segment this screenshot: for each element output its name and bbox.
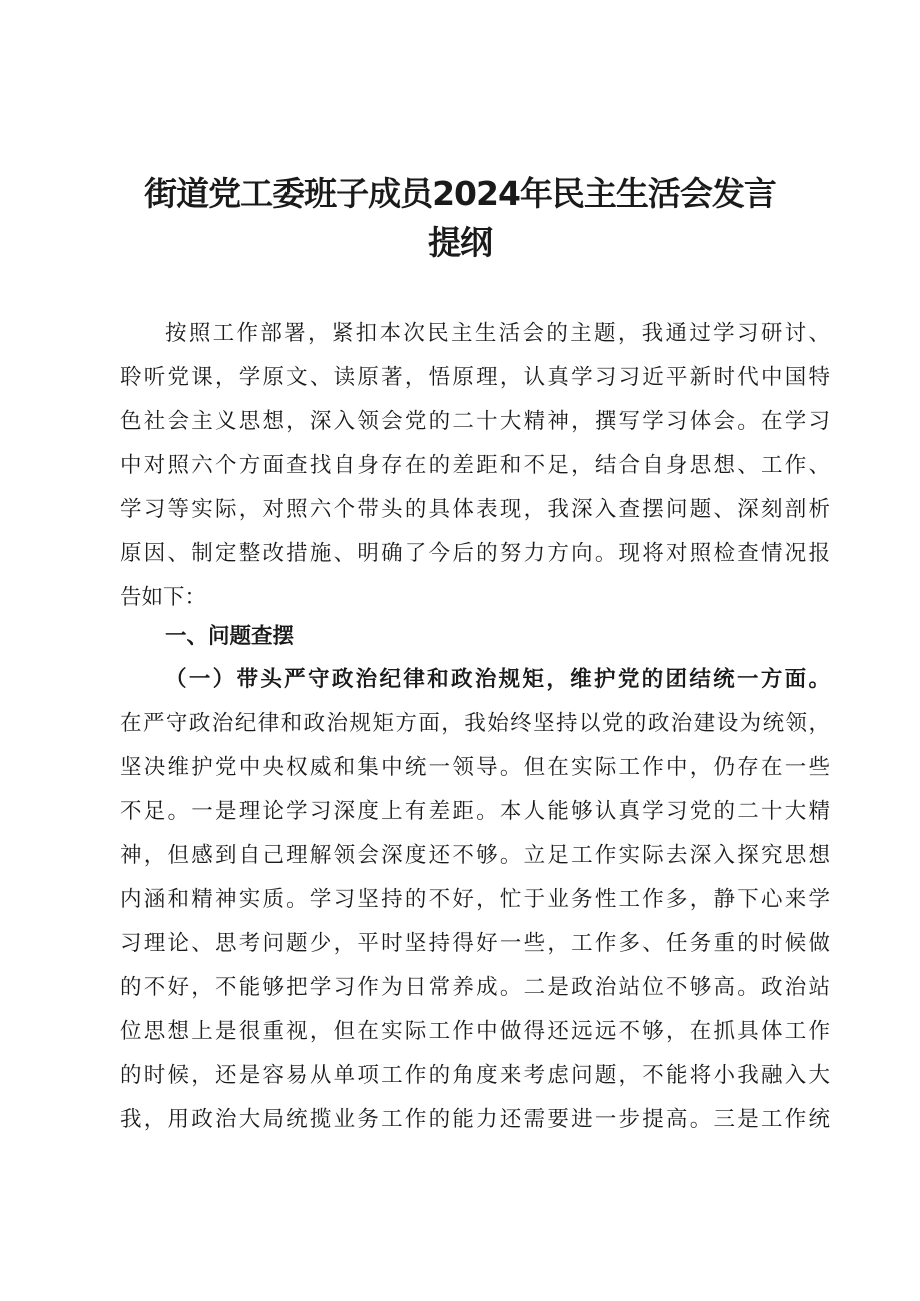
- intro-line-3: 色社会主义思想，深入领会党的二十大精神，撰写学习体会。在学习: [120, 409, 830, 434]
- intro-line-4: 中对照六个方面查找自身存在的差距和不足，结合自身思想、工作、: [120, 453, 830, 478]
- intro-line-2: 聆听党课，学原文、读原著，悟原理，认真学习习近平新时代中国特: [120, 365, 830, 390]
- intro-line-6: 原因、制定整改措施、明确了今后的努力方向。现将对照检查情况报: [120, 541, 830, 566]
- body-line-8: 位思想上是很重视，但在实际工作中做得还远远不够，在抓具体工作: [120, 1019, 830, 1044]
- body-line-2: 坚决维护党中央权威和集中统一领导。但在实际工作中，仍存在一些: [120, 755, 830, 780]
- body-line-5: 内涵和精神实质。学习坚持的不好，忙于业务性工作多，静下心来学: [120, 887, 830, 912]
- body-line-4: 神，但感到自己理解领会深度还不够。立足工作实际去深入探究思想: [120, 843, 830, 868]
- body-line-3: 不足。一是理论学习深度上有差距。本人能够认真学习党的二十大精: [120, 799, 830, 824]
- subsection-heading-1: （一）带头严守政治纪律和政治规矩，维护党的团结统一方面。: [165, 667, 830, 692]
- section-heading-1: 一、问题查摆: [165, 624, 295, 649]
- body-line-7: 的不好，不能够把学习作为日常养成。二是政治站位不够高。政治站: [120, 975, 830, 1000]
- body-line-9: 的时候，还是容易从单项工作的角度来考虑问题，不能将小我融入大: [120, 1063, 830, 1088]
- intro-line-5: 学习等实际，对照六个带头的具体表现，我深入查摆问题、深刻剖析: [120, 497, 830, 522]
- intro-line-7: 告如下：: [120, 585, 207, 610]
- body-line-1: 在严守政治纪律和政治规矩方面，我始终坚持以党的政治建设为统领，: [120, 711, 830, 736]
- document-title-line-1: 街道党工委班子成员2024年民主生活会发言: [144, 174, 776, 213]
- body-line-10: 我，用政治大局统揽业务工作的能力还需要进一步提高。三是工作统: [120, 1107, 830, 1132]
- body-line-6: 习理论、思考问题少，平时坚持得好一些，工作多、任务重的时候做: [120, 931, 830, 956]
- document-title-line-2: 提纲: [428, 223, 492, 262]
- intro-line-1: 按照工作部署，紧扣本次民主生活会的主题，我通过学习研讨、: [165, 321, 830, 346]
